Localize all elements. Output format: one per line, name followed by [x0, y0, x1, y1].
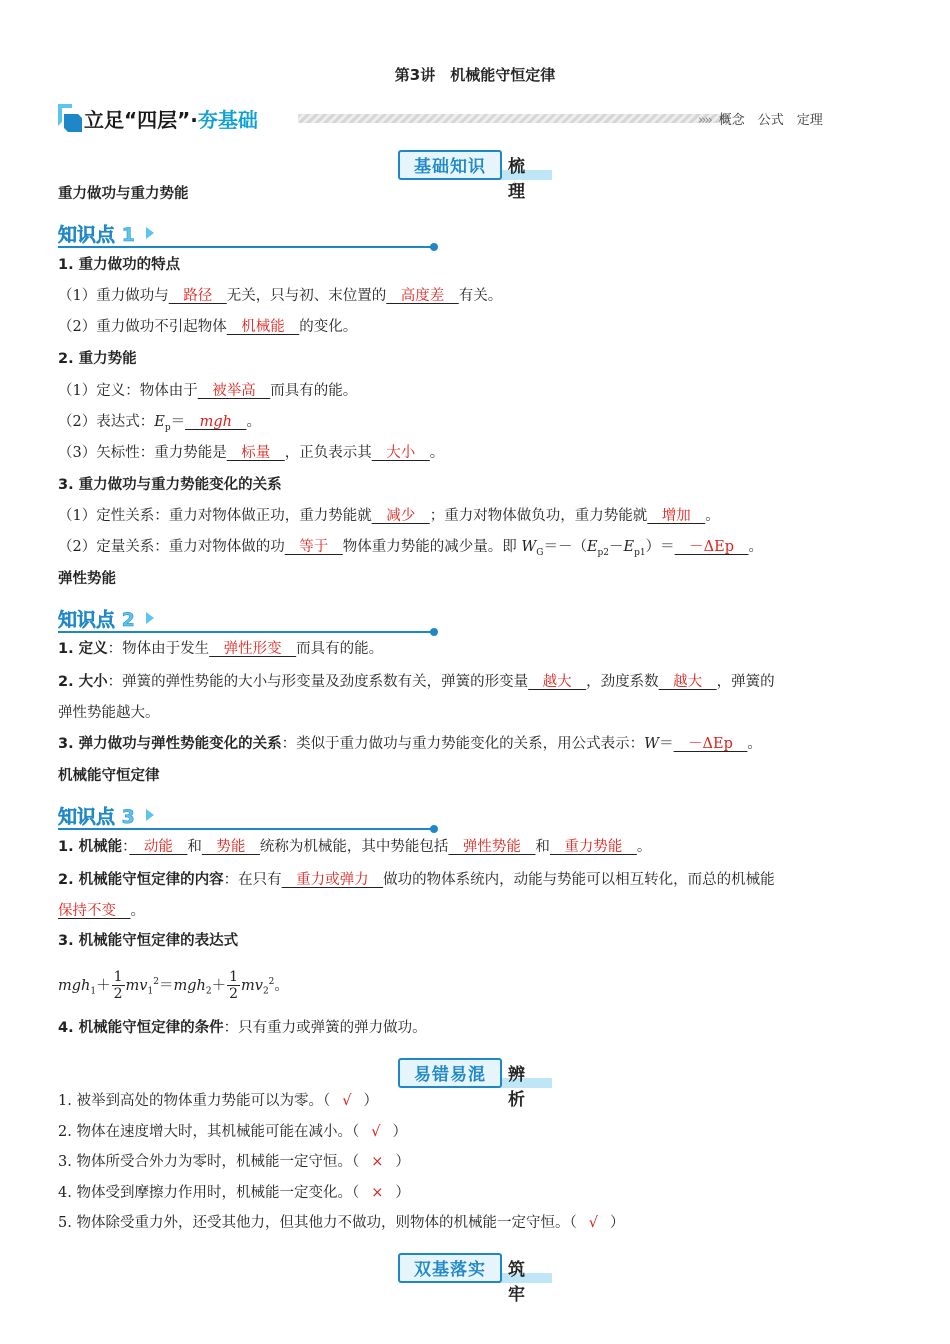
cross-mark-icon: × [371, 1185, 384, 1201]
judge-item-1: 1. 被举到高处的物体重力势能可以为零。（ √ ） [58, 1093, 378, 1109]
text-line: （3）矢标性：重力势能是 标量 ，正负表示其 大小 。 [58, 445, 445, 461]
text-line: 1. 定义：物体由于发生 弹性形变 而具有的能。 [58, 641, 384, 657]
text-line: （2）重力做功不引起物体 机械能 的变化。 [58, 319, 358, 335]
judge-item-5: 5. 物体除受重力外，还受其他力，但其他力不做功，则物体的机械能一定守恒。（ √ ） [58, 1215, 625, 1231]
check-mark-icon: √ [588, 1215, 598, 1231]
text-line: 保持不变 。 [58, 903, 145, 919]
check-mark-icon: √ [371, 1124, 381, 1140]
item-title: 3. 重力做功与重力势能变化的关系 [58, 477, 282, 493]
text-line: （1）定义：物体由于 被举高 而具有的能。 [58, 383, 358, 399]
judge-item-4: 4. 物体受到摩擦力作用时，机械能一定变化。（ × ） [58, 1185, 410, 1201]
text-line: （1）重力做功与 路径 无关，只与初、末位置的 高度差 有关。 [58, 288, 503, 304]
judge-item-2: 2. 物体在速度增大时，其机械能可能在减小。（ √ ） [58, 1124, 407, 1140]
text-line: （1）定性关系：重力对物体做正功，重力势能就 减少 ；重力对物体做负功，重力势能就 增加 。 [58, 508, 720, 524]
item-title: 3. 机械能守恒定律的表达式 [58, 933, 239, 949]
triangle-icon [146, 227, 154, 239]
text-line: 4. 机械能守恒定律的条件：只有重力或弹簧的弹力做功。 [58, 1020, 427, 1036]
item-title: 2. 重力势能 [58, 351, 137, 367]
chevrons-icon: ›››› [698, 113, 711, 128]
knowledge-point-1: 知识点 1 [58, 220, 443, 250]
text-line: 3. 弹力做功与弹性势能变化的关系：类似于重力做功与重力势能变化的关系，用公式表示：W＝ －ΔEp 。 [58, 736, 762, 752]
knowledge-point-2: 知识点 2 [58, 605, 443, 635]
banner-stripe-bar [298, 114, 728, 123]
text-line: 1. 机械能： 动能 和 势能 统称为机械能，其中势能包括 弹性势能 和 重力势能 。 [58, 839, 652, 855]
banner-keywords: ›››› 概念 公式 定理 [698, 113, 823, 128]
triangle-icon [146, 809, 154, 821]
banner-corner-icon [58, 104, 82, 132]
text-line: 弹性势能越大。 [58, 705, 160, 721]
formula-conservation: mgh$_1$＋ $\frac{1}{2}$ $mv_1^2=mgh_2+$ $\frac{1}{2}$ $mv_2^2$。 [58, 969, 289, 1003]
text-line: （2）表达式：$E_p=$ mgh 。 [58, 414, 261, 433]
section-heading-gravity: 重力做功与重力势能 [58, 186, 189, 202]
item-title: 1. 重力做功的特点 [58, 257, 181, 273]
knowledge-point-3: 知识点 3 [58, 802, 443, 832]
check-mark-icon: √ [342, 1093, 352, 1109]
text-line: （2）定量关系：重力对物体做的功 等于 物体重力势能的减少量。即 $W_G=-(E_{p2}-E_{p1})=$ －ΔEp 。 [58, 539, 763, 558]
page-title: 第3讲 机械能守恒定律 [394, 66, 556, 84]
triangle-icon [146, 612, 154, 624]
section-banner [58, 100, 858, 136]
banner-title: 立足“四层”·夯基础 [84, 108, 258, 132]
judge-item-3: 3. 物体所受合外力为零时，机械能一定守恒。（ × ） [58, 1154, 410, 1170]
cross-mark-icon: × [371, 1154, 384, 1170]
text-line: 2. 机械能守恒定律的内容：在只有 重力或弹力 做功的物体系统内，动能与势能可以相互转化，而总的机械能 [58, 872, 775, 888]
section-heading-conservation: 机械能守恒定律 [58, 768, 160, 784]
section-heading-elastic: 弹性势能 [58, 571, 116, 587]
text-line: 2. 大小：弹簧的弹性势能的大小与形变量及劲度系数有关，弹簧的形变量 越大 ，劲度系数 越大 ，弹簧的 [58, 674, 775, 690]
